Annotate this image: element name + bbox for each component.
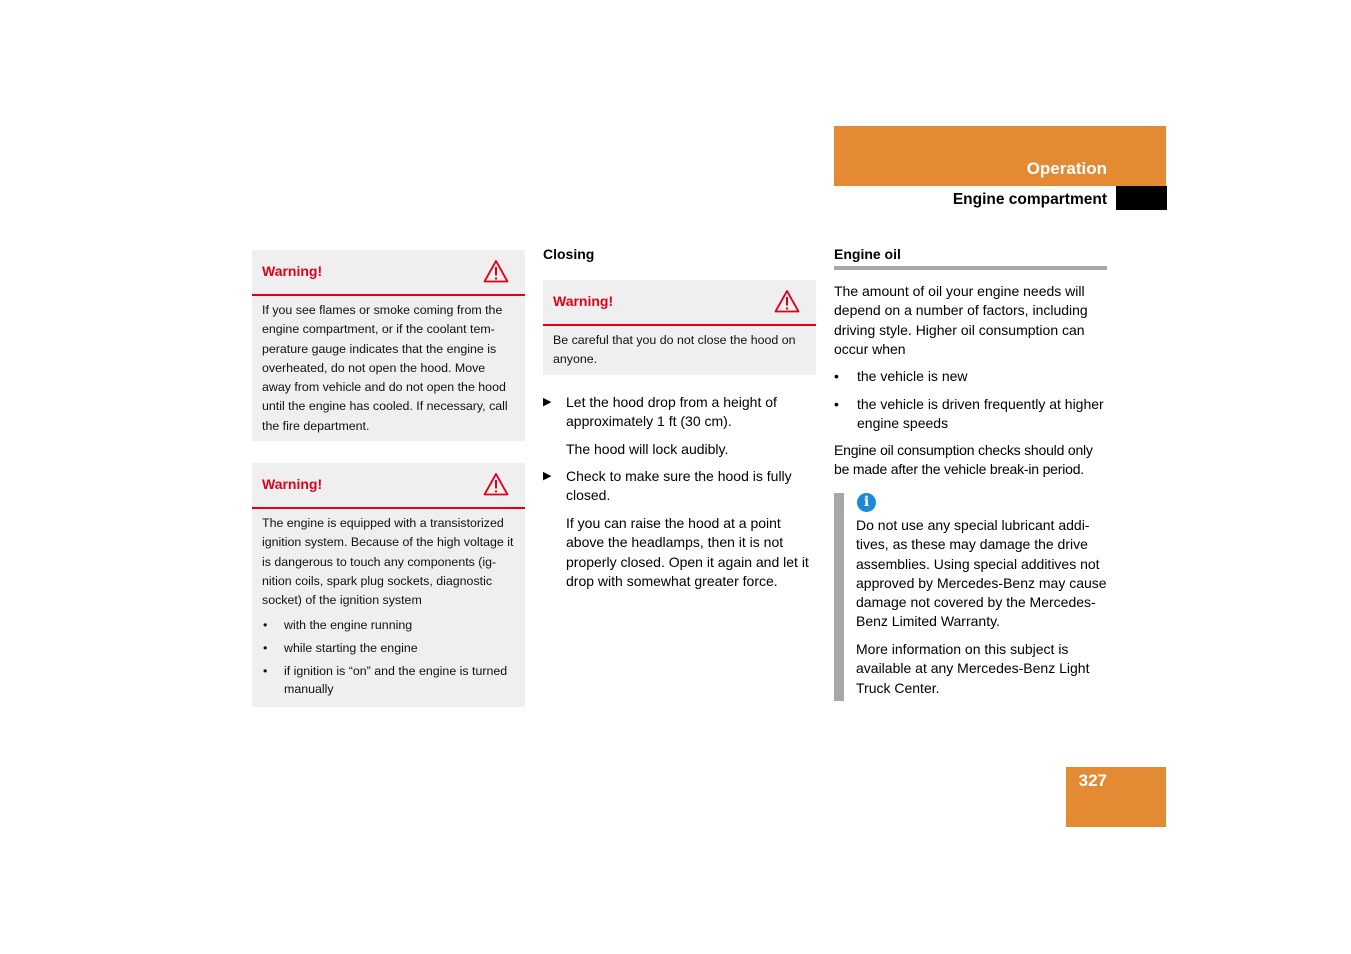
list-item: • the vehicle is new — [834, 367, 1107, 386]
engine-oil-heading: Engine oil — [834, 246, 901, 262]
engine-oil-checks: Engine oil consumption checks should only be made after the vehicle break-in period. — [834, 442, 1093, 478]
warning-box-ignition — [252, 463, 525, 707]
info-bar — [834, 493, 844, 701]
warning-triangle-icon — [774, 289, 800, 313]
list-item: • the vehicle is driven frequently at higher engine speeds — [834, 395, 1107, 434]
closing-heading: Closing — [543, 246, 595, 262]
step-text: Let the hood drop from a height of approximately 1 ft (30 cm). — [566, 394, 777, 430]
warning-header — [252, 250, 525, 296]
oil-consumption-list — [834, 367, 1107, 386]
step-note: The hood will lock audibly. — [566, 441, 729, 457]
engine-oil-intro: The amount of oil your engine needs will depend on a number of factors, including driving style. Higher oil consumption can occur when — [834, 283, 1088, 357]
step-note: If you can raise the hood at a point above the headlamps, then it is not properly closed. Open it again and let it drop with somewhat greater force. — [566, 515, 809, 589]
warning-title: Warning! — [262, 476, 323, 492]
warning-box-closing — [543, 280, 816, 375]
section-marker — [1116, 186, 1167, 210]
warning-triangle-icon — [483, 259, 509, 283]
warning-title: Warning! — [553, 293, 614, 309]
warning-title: Warning! — [262, 263, 323, 279]
info-text: Do not use any special lubricant addi-tives, as these may damage the drive assemblies. Using special additives not approved by Mercedes-Benz may cause damage not covered by the Mercedes-Benz Limited Warranty. — [856, 517, 1107, 630]
warning-header — [543, 280, 816, 326]
subsection-title: Engine compartment — [952, 191, 1107, 208]
info-text-more: More information on this subject is available at any Mercedes-Benz Light Truck Center. — [856, 641, 1090, 696]
info-icon: i — [857, 493, 876, 512]
warning-box-flames — [252, 250, 525, 441]
arrow-right-icon: ▶ — [543, 470, 552, 482]
section-title: Operation — [1026, 159, 1107, 178]
heading-rule — [834, 266, 1107, 270]
page-number: 327 — [1078, 771, 1107, 790]
step-item — [543, 467, 818, 506]
oil-consumption-list — [834, 395, 1107, 434]
list-item: • if ignition is “on” and the engine is turned manually — [262, 662, 515, 698]
warning-header — [252, 463, 525, 509]
warning-list — [262, 616, 515, 698]
list-item: • with the engine running — [262, 616, 515, 634]
step-text: Check to make sure the hood is fully closed. — [566, 468, 792, 504]
step-item — [543, 393, 818, 432]
section-tab — [834, 126, 1166, 186]
warning-text: Be careful that you do not close the hood on anyone. — [553, 333, 796, 367]
warning-text: If you see flames or smoke coming from the engine compartment, or if the coolant tem-perature gauge indicates that the engine is overheated, do not open the hood. Move away from vehicle and do not open the hood until the engine has cooled. If necessary, call the fire department. — [262, 303, 508, 433]
arrow-right-icon: ▶ — [543, 396, 552, 408]
warning-triangle-icon — [483, 472, 509, 496]
warning-text: The engine is equipped with a transistorized ignition system. Because of the high voltage it is dangerous to touch any components (ig-nition coils, spark plug sockets, diagnostic socket) of the ignition system — [262, 516, 514, 608]
list-item: • while starting the engine — [262, 639, 515, 657]
